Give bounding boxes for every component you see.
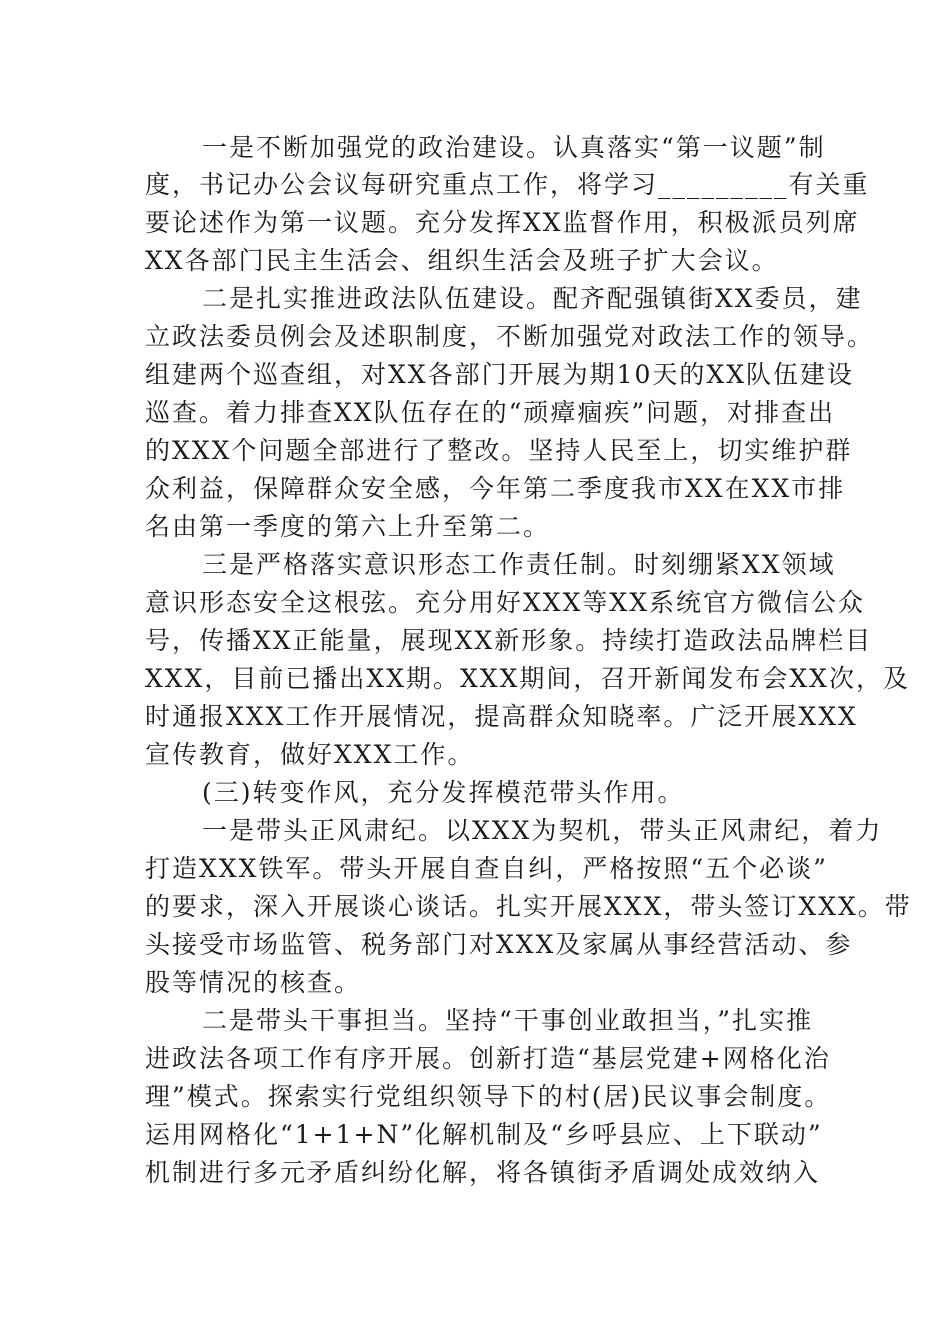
section-heading: (三)转变作风，充分发挥模范带头作用。 — [202, 778, 685, 807]
text-line: XXX，目前已播出XX期。XXX期间，召开新闻发布会XX次，及 — [145, 664, 910, 693]
text-line: 名由第一季度的第六上升至第二。 — [145, 512, 551, 541]
text-line: 理”模式。探索实行党组织领导下的村(居)民议事会制度。 — [145, 1082, 832, 1111]
text-line: 二是带头干事担当。坚持“干事创业敢担当，”扎实推 — [202, 1006, 814, 1035]
text-line: 进政法各项工作有序开展。创新打造“基层党建+网格化治 — [145, 1044, 831, 1073]
text-line: 度，书记办公会议每研究重点工作，将学习_________有关重 — [145, 170, 870, 199]
text-line: 的要求，深入开展谈心谈话。扎实开展XXX，带头签订XXX。带 — [145, 892, 912, 921]
text-line: 一是不断加强党的政治建设。认真落实“第一议题”制 — [202, 133, 826, 162]
text-line: 巡查。着力排查XX队伍存在的“顽瘴痼疾”问题，对排查出 — [145, 398, 836, 427]
text-line: 号，传播XX正能量，展现XX新形象。持续打造政法品牌栏目 — [145, 626, 873, 655]
text-line: 要论述作为第一议题。充分发挥XX监督作用，积极派员列席 — [145, 208, 860, 237]
text-line: 众利益，保障群众安全感，今年第二季度我市XX在XX市排 — [145, 474, 846, 503]
text-line: 一是带头正风肃纪。以XXX为契机，带头正风肃纪，着力 — [202, 816, 883, 845]
text-line: 二是扎实推进政法队伍建设。配齐配强镇街XX委员，建 — [202, 284, 863, 313]
text-line: 组建两个巡查组，对XX各部门开展为期10天的XX队伍建设 — [145, 360, 855, 389]
text-line: 运用网格化“1+1+N”化解机制及“乡呼县应、上下联动” — [145, 1120, 823, 1149]
text-line: 时通报XXX工作开展情况，提高群众知晓率。广泛开展XXX — [145, 702, 858, 731]
text-line: 机制进行多元矛盾纠纷化解，将各镇街矛盾调处成效纳入 — [145, 1158, 821, 1187]
text-line: 的XXX个问题全部进行了整改。坚持人民至上，切实维护群 — [145, 436, 853, 465]
text-line: 意识形态安全这根弦。充分用好XXX等XX系统官方微信公众 — [145, 588, 865, 617]
text-line: 三是严格落实意识形态工作责任制。时刻绷紧XX领域 — [202, 550, 836, 579]
text-line: 股等情况的核查。 — [145, 968, 362, 997]
text-line: 打造XXX铁军。带头开展自查自纠，严格按照“五个必谈” — [145, 854, 828, 883]
text-line: 头接受市场监管、税务部门对XXX及家属从事经营活动、参 — [145, 930, 853, 959]
text-line: 宣传教育，做好XXX工作。 — [145, 740, 475, 769]
text-line: 立政法委员例会及述职制度，不断加强党对政法工作的领导。 — [145, 322, 875, 351]
text-line: XX各部门民主生活会、组织生活会及班子扩大会议。 — [145, 246, 779, 275]
